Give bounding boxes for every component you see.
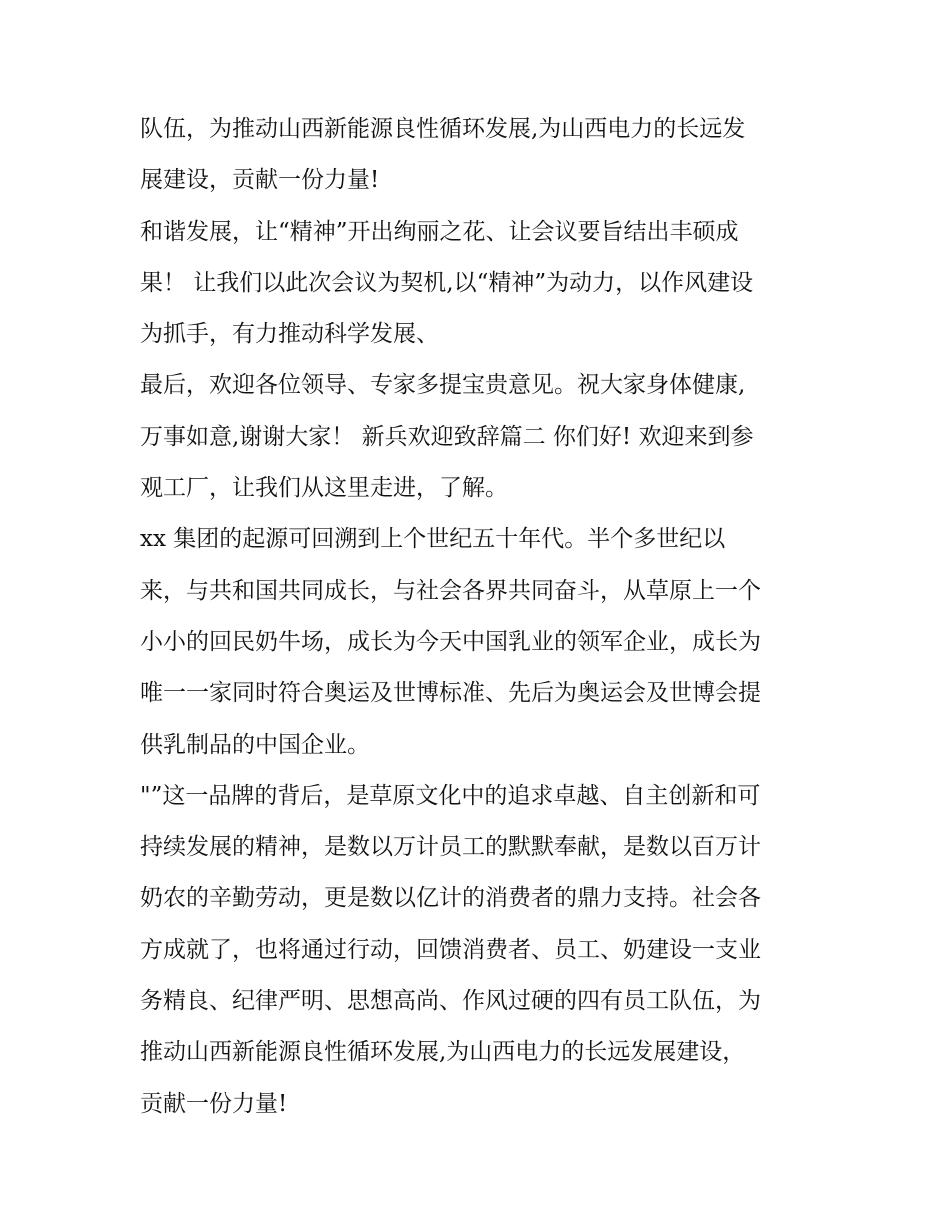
text-line: 奶农的辛勤劳动，更是数以亿计的消费者的鼎力支持。社会各 — [140, 885, 761, 912]
text-line: 小小的回民奶牛场，成长为今天中国乳业的领军企业，成长为 — [140, 628, 761, 655]
text-line: 和谐发展，让“精神”开出绚丽之花、让会议要旨结出丰硕成 — [140, 218, 739, 245]
text-line: 最后，欢迎各位领导、专家多提宝贵意见。祝大家身体健康, — [140, 372, 746, 399]
text-line: 供乳制品的中国企业。 — [140, 731, 370, 758]
text-line: xx 集团的起源可回溯到上个世纪五十年代。半个多世纪以 — [140, 526, 726, 553]
text-line: 务精良、纪律严明、思想高尚、作风过硬的四有员工队伍，为 — [140, 988, 761, 1015]
text-line: 展建设，贡献一份力量! — [140, 167, 380, 194]
text-line: 方成就了，也将通过行动，回馈消费者、员工、奶建设一支业 — [140, 936, 761, 963]
text-line: 唯一一家同时符合奥运及世博标准、先后为奥运会及世博会提 — [140, 680, 761, 707]
text-line: 持续发展的精神，是数以万计员工的默默奉献，是数以百万计 — [140, 834, 761, 861]
text-line: 推动山西新能源良性循环发展,为山西电力的长远发展建设， — [140, 1039, 746, 1066]
text-line: 来，与共和国共同成长，与社会各界共同奋斗，从草原上一个 — [140, 577, 761, 604]
text-line: 果！ 让我们以此次会议为契机,以“精神”为动力，以作风建设 — [140, 269, 754, 296]
text-line: 观工厂，让我们从这里走进，了解。 — [140, 475, 508, 502]
text-line: 为抓手，有力推动科学发展、 — [140, 321, 439, 348]
text-line: "”这一品牌的背后，是草原文化中的追求卓越、自主创新和可 — [140, 782, 761, 809]
document-body — [140, 104, 820, 1130]
text-line: 队伍，为推动山西新能源良性循环发展,为山西电力的长远发 — [140, 116, 746, 142]
text-line: 万事如意,谢谢大家！ 新兵欢迎致辞篇二 你们好! 欢迎来到参 — [140, 423, 754, 450]
text-line: 贡献一份力量! — [140, 1090, 288, 1117]
